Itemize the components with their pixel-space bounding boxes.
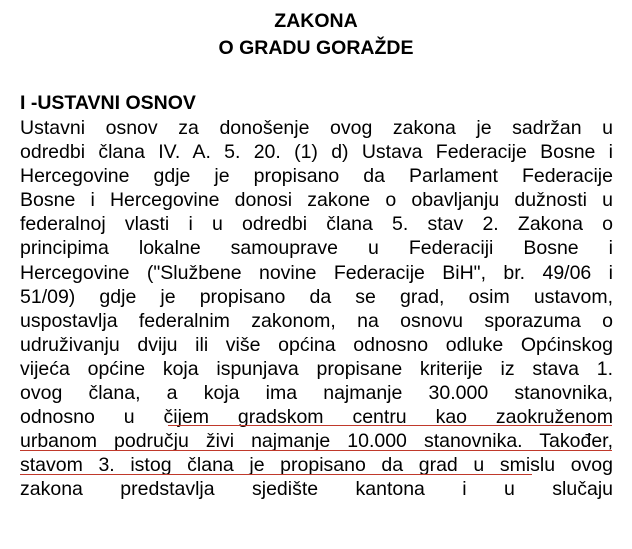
section-heading: I -USTAVNI OSNOV <box>20 92 196 114</box>
paragraph-line-4: Bosne i Hercegovine donosi zakone o obavljanju dužnosti u <box>20 189 613 212</box>
paragraph-line-2: odredbi člana IV. A. 5. 20. (1) d) Ustava Federacije Bosne i <box>20 141 613 164</box>
paragraph-line-9: uspostavlja federalnim zakonom, na osnovu sporazuma o <box>20 309 613 332</box>
paragraph-line-16: zakona predstavlja sjedište kantona i u slučaju <box>20 478 613 501</box>
paragraph-line-11: vijeća općine koja ispunjava propisane kriterije iz stava 1. <box>20 357 613 380</box>
paragraph-line-10: udruživanju dviju ili više općina odnosno odluke Općinskog <box>20 333 613 356</box>
paragraph-line-5: federalnoj vlasti i u odredbi člana 5. stav 2. Zakona o <box>20 213 613 236</box>
paragraph-line-7: Hercegovine ("Službene novine Federacije BiH", br. 49/06 i <box>20 261 613 284</box>
paragraph-line-13: odnosno u čijem gradskom centru kao zaokruženom <box>20 406 613 429</box>
red-underline-3 <box>20 474 532 475</box>
red-underline-2 <box>20 450 612 451</box>
paragraph-line-8: 51/09) gdje je propisano da se grad, osim ustavom, <box>20 285 613 308</box>
paragraph-line-6: principima lokalne samouprave u Federaciji Bosne i <box>20 237 613 260</box>
document-title-line2: O GRADU GORAŽDE <box>218 37 414 59</box>
body-paragraph <box>20 116 613 502</box>
document-title-line1: ZAKONA <box>274 10 358 32</box>
paragraph-line-14: urbanom području živi najmanje 10.000 stanovnika. Također, <box>20 430 613 453</box>
paragraph-line-15: stavom 3. istog člana je propisano da grad u smislu ovog <box>20 454 613 477</box>
paragraph-line-12: ovog člana, a koja ima najmanje 30.000 stanovnika, <box>20 382 613 405</box>
red-underline-1 <box>168 425 612 426</box>
paragraph-line-3: Hercegovine gdje je propisano da Parlament Federacije <box>20 165 613 188</box>
paragraph-line-1: Ustavni osnov za donošenje ovog zakona je sadržan u <box>20 117 613 139</box>
